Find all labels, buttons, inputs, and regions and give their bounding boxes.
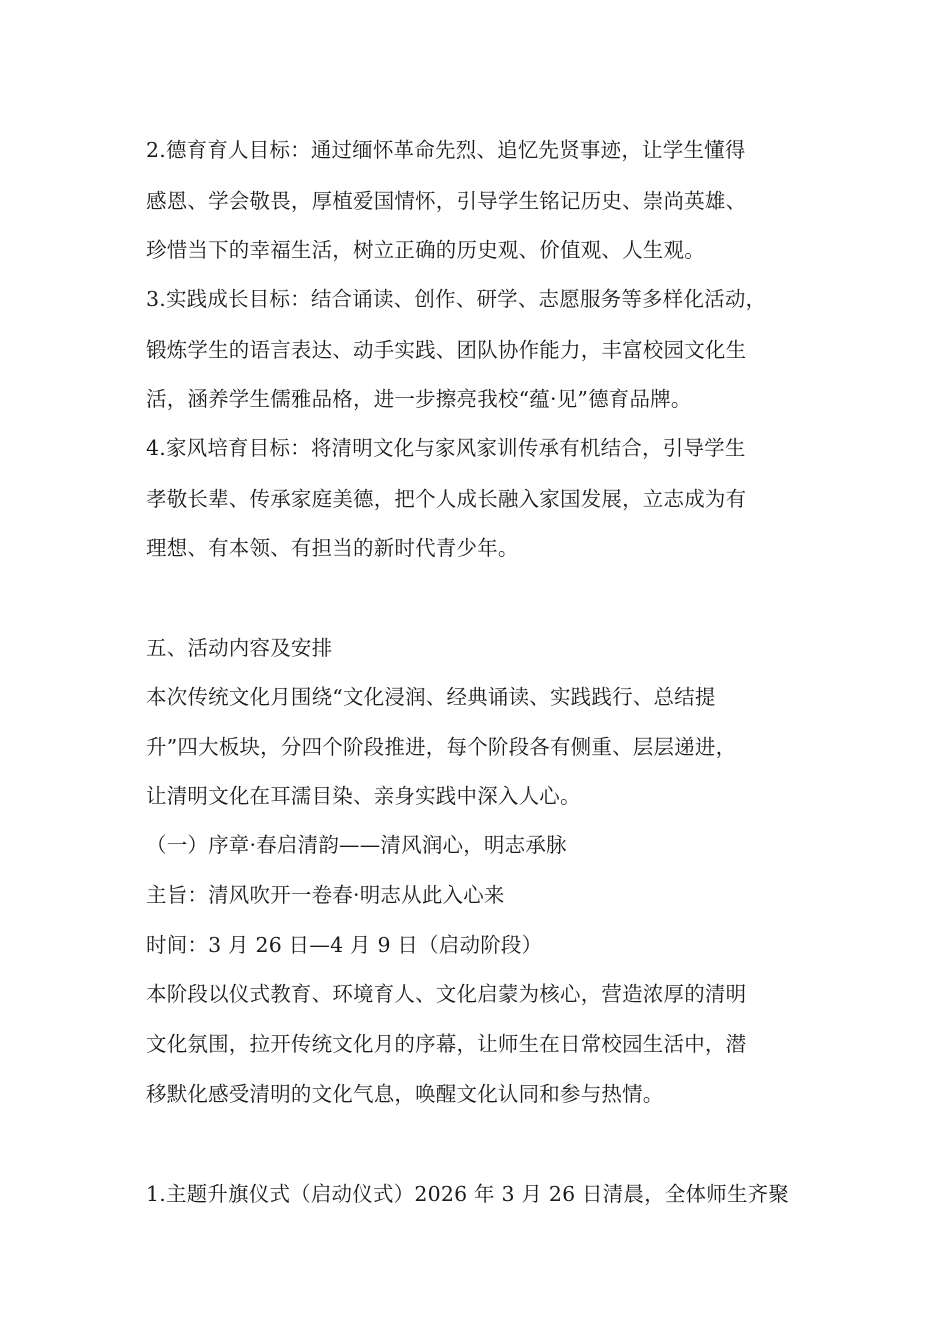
goal-4-line-2: 孝敬长辈、传承家庭美德，把个人成长融入家国发展，立志成为有	[146, 487, 747, 511]
intro-line-3: 让清明文化在耳濡目染、亲身实践中深入人心。	[146, 784, 581, 808]
goal-3-line-3: 活，涵养学生儒雅品格，进一步擦亮我校“蕴·见”德育品牌。	[146, 387, 692, 411]
phase-1-title: （一）序章·春启清韵——清风润心，明志承脉	[146, 833, 567, 857]
goal-2-line-2: 感恩、学会敬畏，厚植爱国情怀，引导学生铭记历史、崇尚英雄、	[146, 189, 747, 213]
section-heading: 五、活动内容及安排	[146, 636, 333, 660]
goal-4-line-3: 理想、有本领、有担当的新时代青少年。	[146, 536, 519, 560]
phase-1-desc-line-1: 本阶段以仪式教育、环境育人、文化启蒙为核心，营造浓厚的清明	[146, 982, 747, 1006]
goal-3-line-1: 3.实践成长目标：结合诵读、创作、研学、志愿服务等多样化活动，	[146, 287, 767, 311]
phase-1-theme: 主旨：清风吹开一卷春·明志从此入心来	[146, 883, 505, 907]
phase-1-time: 时间：3 月 26 日—4 月 9 日（启动阶段）	[146, 933, 543, 957]
intro-line-1: 本次传统文化月围绕“文化浸润、经典诵读、实践践行、总结提	[146, 685, 716, 709]
phase-1-desc-line-2: 文化氛围，拉开传统文化月的序幕，让师生在日常校园生活中，潜	[146, 1032, 747, 1056]
goal-4-line-1: 4.家风培育目标：将清明文化与家风家训传承有机结合，引导学生	[146, 436, 746, 460]
goal-2-line-3: 珍惜当下的幸福生活，树立正确的历史观、价值观、人生观。	[146, 238, 705, 262]
activity-1-line-1: 1.主题升旗仪式（启动仪式）2026 年 3 月 26 日清晨，全体师生齐聚	[146, 1182, 790, 1206]
goal-3-line-2: 锻炼学生的语言表达、动手实践、团队协作能力，丰富校园文化生	[146, 338, 747, 362]
goal-2-line-1: 2.德育育人目标：通过缅怀革命先烈、追忆先贤事迹，让学生懂得	[146, 138, 746, 162]
phase-1-desc-line-3: 移默化感受清明的文化气息，唤醒文化认同和参与热情。	[146, 1082, 664, 1106]
intro-line-2: 升”四大板块，分四个阶段推进，每个阶段各有侧重、层层递进，	[146, 735, 737, 759]
